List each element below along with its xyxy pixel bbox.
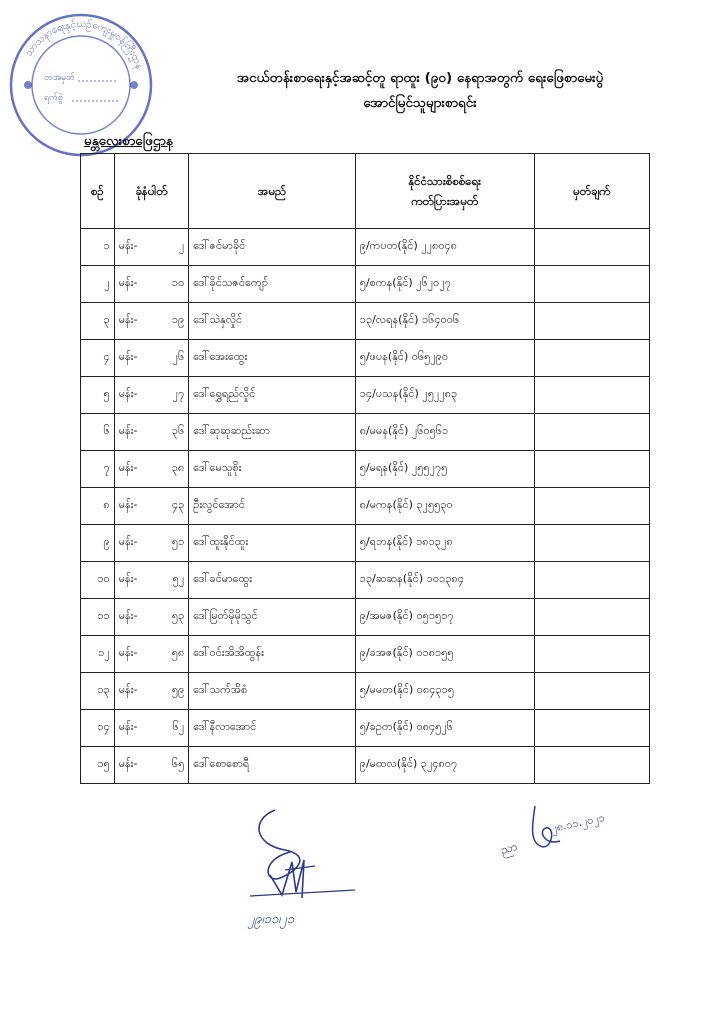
cell-nrc: ၈/မမန(နိုင်) ၂၆၀၅၆၁	[355, 414, 534, 451]
cell-roll-prefix: မန်း-	[118, 683, 138, 696]
cell-remark	[534, 451, 649, 488]
table-row	[81, 229, 650, 266]
cell-name: ဒေါ်ဆုဆုဆည်းဆာ	[189, 414, 356, 451]
cell-roll-number: ၅၈	[171, 646, 185, 659]
header-roll: ခုံနံပါတ်	[114, 154, 189, 229]
cell-remark	[534, 303, 649, 340]
cell-no: ၆	[81, 414, 115, 451]
cell-nrc: ၅/မရန(နိုင်) ၂၅၅၂၇၅	[355, 451, 534, 488]
cell-roll-prefix: မန်း-	[118, 535, 138, 548]
table-row	[81, 525, 650, 562]
table-row	[81, 266, 650, 303]
cell-roll-number: ၁၉	[171, 313, 185, 326]
cell-roll	[114, 229, 189, 266]
cell-name: ဒေါ်ခင်မာထွေး	[189, 562, 356, 599]
cell-roll-prefix: မန်း-	[118, 720, 138, 733]
cell-roll-prefix: မန်း-	[118, 572, 138, 585]
cell-name: ဒေါ်မြတ်မိုမိုသွင်	[189, 599, 356, 636]
cell-no: ၈	[81, 488, 115, 525]
header-nrc-line-1: နိုင်ငံသားစိစစ်ရေး	[408, 174, 481, 188]
title-line-1: အငယ်တန်းစာရေးနှင့်အဆင့်တူ ရာထူး (၉၀) နေရာအတွက် ရေးဖြေစာမေးပွဲ	[236, 70, 604, 86]
table-row	[81, 451, 650, 488]
cell-remark	[534, 636, 649, 673]
table-row	[81, 599, 650, 636]
cell-remark	[534, 488, 649, 525]
cell-roll-number: ၃၆	[171, 424, 185, 437]
cell-remark	[534, 562, 649, 599]
header-name: အမည်	[189, 154, 356, 229]
cell-roll-prefix: မန်း-	[118, 313, 138, 326]
cell-name: ဒေါ်ဇင်မာခိုင်	[189, 229, 356, 266]
cell-roll-number: ၆၂	[172, 720, 185, 733]
cell-roll-prefix: မန်း-	[118, 461, 138, 474]
header-remark: မှတ်ချက်	[534, 154, 649, 229]
cell-name: ဒေါ်ထူးနိုင်ထူး	[189, 525, 356, 562]
cell-roll-prefix: မန်း-	[118, 498, 138, 511]
svg-text:သာသနာရေးနှင့်ယဉ်ကျေးမှုဝန်ကြီး	[23, 17, 144, 71]
cell-name: ဒေါ်သက်အိစံ	[189, 673, 356, 710]
cell-roll	[114, 636, 189, 673]
cell-remark	[534, 414, 649, 451]
cell-roll	[114, 414, 189, 451]
cell-roll-number: ၃၈	[171, 461, 185, 474]
cell-nrc: ၁၃/ဆဆန(နိုင်) ၁၀၁၃၈၄	[355, 562, 534, 599]
cell-nrc: ၉/အမဇ(နိုင်) ၀၅၁၅၁၇	[355, 599, 534, 636]
header-nrc	[355, 154, 534, 229]
cell-remark	[534, 599, 649, 636]
cell-nrc: ၈/မကန(နိုင်) ၃၂၅၅၃၀	[355, 488, 534, 525]
table-row	[81, 377, 650, 414]
cell-nrc: ၅/မမတ(နိုင်) ၀၈၄၃၁၅	[355, 673, 534, 710]
cell-roll-number: ၅၂	[172, 572, 185, 585]
cell-nrc: ၅/စကန(နိုင်) ၂၆၂၀၂၇	[355, 266, 534, 303]
cell-no: ၁၂	[81, 636, 115, 673]
cell-no: ၄	[81, 340, 115, 377]
cell-name: ဒေါ်စောစောရီ	[189, 747, 356, 784]
cell-nrc: ၁၃/လရန(နိုင်) ၁၆၄၀၀၆	[355, 303, 534, 340]
stamp-ring-text: သာသနာရေးနှင့်ယဉ်ကျေးမှုဝန်ကြီးဌာန	[23, 18, 145, 71]
right-signature-initial: ညာ	[499, 839, 519, 857]
cell-roll	[114, 303, 189, 340]
cell-remark	[534, 229, 649, 266]
cell-roll	[114, 340, 189, 377]
cell-remark	[534, 340, 649, 377]
stamp-line-2: ရက်စွဲ	[44, 93, 64, 103]
cell-name: ဒေါ်သဲနှလှိုင်	[189, 303, 356, 340]
cell-roll-prefix: မန်း-	[118, 276, 138, 289]
cell-roll	[114, 377, 189, 414]
table-row	[81, 303, 650, 340]
table-row	[81, 747, 650, 784]
cell-roll	[114, 599, 189, 636]
cell-remark	[534, 747, 649, 784]
cell-no: ၂	[81, 266, 115, 303]
cell-roll-number: ၁၀	[171, 276, 185, 289]
cell-roll-number: ၂	[178, 239, 185, 252]
left-signature-date: ၂၉၊၁၁၊၂၁	[248, 912, 295, 927]
cell-name: ဒေါ်ရွှေရည်လှိုင်	[189, 377, 356, 414]
cell-no: ၁၄	[81, 710, 115, 747]
cell-no: ၁၁	[81, 599, 115, 636]
cell-roll	[114, 747, 189, 784]
cell-roll-prefix: မန်း-	[118, 350, 138, 363]
document-title	[140, 66, 700, 116]
cell-roll-prefix: မန်း-	[118, 609, 138, 622]
table-row	[81, 414, 650, 451]
cell-nrc: ၉/ကပတ(နိုင်) ၂၂၈၀၄၈	[355, 229, 534, 266]
cell-roll	[114, 525, 189, 562]
cell-no: ၃	[81, 303, 115, 340]
cell-name: ဒေါ်အေးထွေး	[189, 340, 356, 377]
cell-remark	[534, 673, 649, 710]
table-row	[81, 673, 650, 710]
title-line-2: အောင်မြင်သူများစာရင်း	[363, 95, 477, 111]
cell-no: ၁၅	[81, 747, 115, 784]
table-row	[81, 710, 650, 747]
cell-name: ဒေါ်ခိုင်သဇင်ကျော်	[189, 266, 356, 303]
results-table	[80, 153, 650, 784]
cell-no: ၁	[81, 229, 115, 266]
cell-remark	[534, 525, 649, 562]
cell-no: ၁၃	[81, 673, 115, 710]
cell-roll-number: ၅၉	[171, 683, 185, 696]
cell-no: ၁၀	[81, 562, 115, 599]
cell-roll	[114, 488, 189, 525]
cell-nrc: ၅/ရဘန(နိုင်) ၁၈၁၃၂၈	[355, 525, 534, 562]
right-signature	[490, 786, 640, 866]
cell-roll-prefix: မန်း-	[118, 239, 138, 252]
right-signature-date: ၂၈.၁၁.၂၀၂၁	[549, 810, 606, 835]
cell-remark	[534, 266, 649, 303]
cell-roll	[114, 710, 189, 747]
stamp-line-1: တအမှတ်	[44, 73, 75, 83]
cell-name: ဦးလွင်အောင်	[189, 488, 356, 525]
cell-roll	[114, 562, 189, 599]
table-header-row	[81, 154, 650, 229]
cell-remark	[534, 377, 649, 414]
cell-nrc: ၉/မထလ(နိုင်) ၃၂၄၈၀၇	[355, 747, 534, 784]
exam-center-subtitle: မန္တလေးစာဖြေဌာန	[84, 133, 173, 149]
cell-roll-prefix: မန်း-	[118, 387, 138, 400]
cell-roll-number: ၂၇	[172, 387, 185, 400]
cell-roll-number: ၆၅	[171, 757, 185, 770]
cell-roll-prefix: မန်း-	[118, 646, 138, 659]
cell-nrc: ၁၄/ပသန(နိုင်) ၂၅၂၂၈၃	[355, 377, 534, 414]
left-signature	[230, 800, 380, 930]
cell-roll	[114, 673, 189, 710]
cell-name: ဒေါ်ဝင်းအိအိထွန်း	[189, 636, 356, 673]
cell-nrc: ၉/ခအဇ(နိုင်) ၀၁၈၁၅၅	[355, 636, 534, 673]
table-row	[81, 488, 650, 525]
cell-remark	[534, 710, 649, 747]
table-body	[81, 229, 650, 784]
cell-roll-number: ၂၆	[172, 350, 185, 363]
cell-roll-number: ၄၃	[171, 498, 185, 511]
table-row	[81, 562, 650, 599]
cell-roll	[114, 266, 189, 303]
header-no: စဉ်	[81, 154, 115, 229]
table-row	[81, 340, 650, 377]
cell-name: ဒေါ်နီလာအောင်	[189, 710, 356, 747]
cell-roll-number: ၅၃	[171, 609, 185, 622]
cell-nrc: ၅/ဖပန(နိုင်) ၀၆၅၂၉၀	[355, 340, 534, 377]
cell-no: ၉	[81, 525, 115, 562]
cell-roll-prefix: မန်း-	[118, 424, 138, 437]
cell-no: ၇	[81, 451, 115, 488]
header-nrc-line-2: ကတ်ပြားအမှတ်	[411, 194, 479, 208]
cell-nrc: ၅/ခဥတ(နိုင်) ၀၈၄၅၂၆	[355, 710, 534, 747]
table-row	[81, 636, 650, 673]
cell-roll-prefix: မန်း-	[118, 757, 138, 770]
cell-name: ဒေါ်မေသူစိုး	[189, 451, 356, 488]
cell-roll	[114, 451, 189, 488]
cell-roll-number: ၅၁	[171, 535, 185, 548]
cell-no: ၅	[81, 377, 115, 414]
